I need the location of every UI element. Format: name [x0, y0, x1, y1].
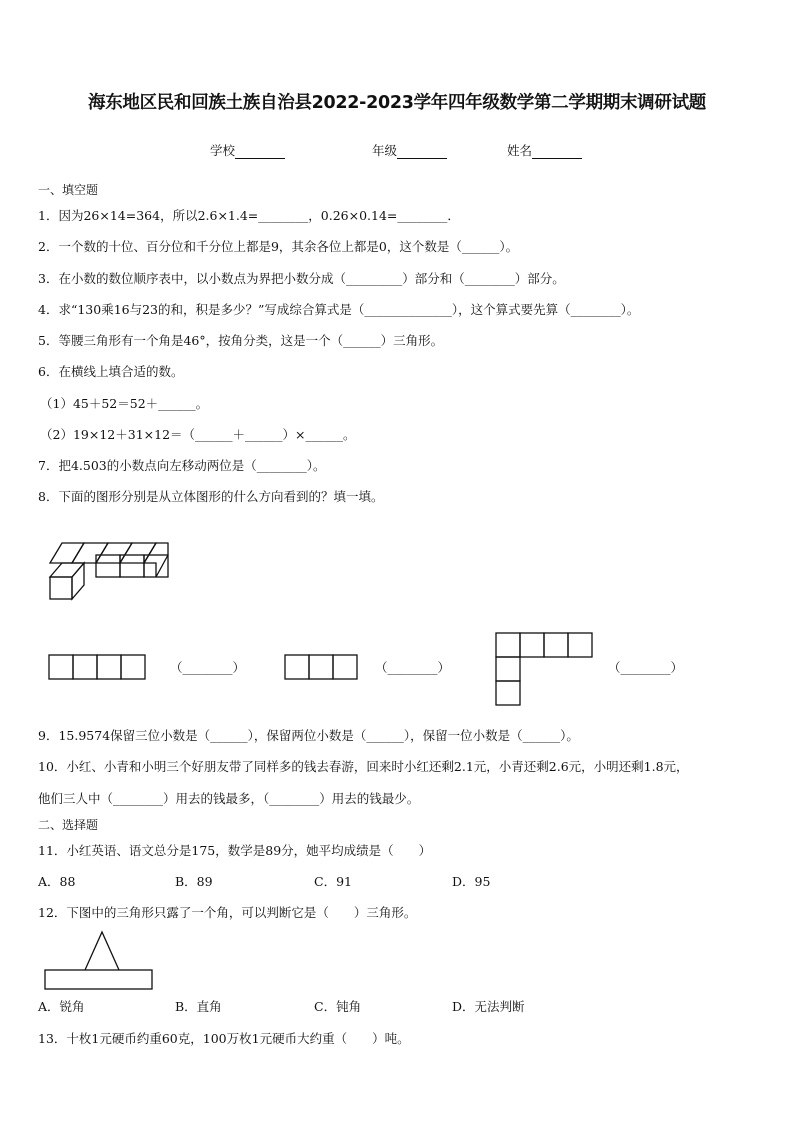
school-label: 学校	[210, 143, 236, 158]
question-6-part-1: （1）45＋52＝52＋______。	[40, 396, 209, 411]
question-13: 13．十枚1元硬币约重60克，100万枚1元硬币大约重（ ）吨。	[38, 1031, 410, 1046]
solid-top-face	[50, 543, 84, 563]
question-8: 8．下面的图形分别是从立体图形的什么方向看到的？填一填。	[38, 489, 384, 504]
question-2: 2．一个数的十位、百分位和千分位上都是9，其余各位上都是0，这个数是（______）。	[38, 239, 519, 254]
question-11-option-d[interactable]: D．95	[452, 874, 491, 889]
view-2-answer-blank[interactable]: （________）	[375, 660, 451, 675]
question-7: 7．把4.503的小数点向左移动两位是（________）。	[38, 458, 326, 473]
question-1: 1．因为26×14=364，所以2.6×1.4=________，0.26×0.14=________．	[38, 208, 460, 223]
figure-cell	[496, 657, 520, 681]
grade-blank[interactable]	[397, 146, 447, 159]
question-10-line-1: 10．小红、小青和小明三个好朋友带了同样多的钱去春游，回来时小红还剩2.1元，小青还剩2.6元，小明还剩1.8元，	[38, 759, 689, 774]
question-3: 3．在小数的数位顺序表中，以小数点为界把小数分成（_________）部分和（________）部分。	[38, 271, 565, 286]
section-fill-heading: 一、填空题	[38, 183, 99, 197]
figure-cell	[285, 655, 309, 679]
name-blank[interactable]	[532, 146, 582, 159]
question-4: 4．求“130乘16与23的和，积是多少？”写成综合算式是（______________），这个算式要先算（________）。	[38, 302, 640, 317]
solid-end-face	[144, 543, 168, 577]
name-field	[507, 141, 582, 159]
view-figure-3	[495, 632, 595, 708]
solid-figure	[40, 535, 180, 605]
grade-field	[372, 141, 447, 159]
view-1-answer-blank[interactable]: （________）	[170, 660, 246, 675]
question-11: 11．小红英语、语文总分是175，数学是89分，她平均成绩是（ ）	[38, 843, 432, 858]
question-10-line-2: 他们三人中（________）用去的钱最多，（________）用去的钱最少。	[38, 791, 420, 806]
school-field	[210, 141, 285, 159]
view-figure-2	[284, 654, 360, 680]
figure-cell	[544, 633, 568, 657]
figure-cell	[496, 633, 520, 657]
question-11-option-b[interactable]: B．89	[175, 874, 213, 889]
question-11-option-c[interactable]: C．91	[314, 874, 352, 889]
question-12-option-d[interactable]: D．无法判断	[452, 999, 525, 1014]
question-9: 9．15.9574保留三位小数是（______），保留两位小数是（______），保留一位小数是（______）。	[38, 728, 579, 743]
covering-rectangle	[45, 970, 152, 989]
solid-front-face	[50, 577, 72, 599]
question-5: 5．等腰三角形有一个角是46°，按角分类，这是一个（______）三角形。	[38, 333, 444, 348]
name-label: 姓名	[507, 143, 533, 158]
school-blank[interactable]	[235, 146, 285, 159]
figure-cell	[121, 655, 145, 679]
solid-front-face	[96, 555, 120, 577]
solid-step-face	[50, 563, 84, 577]
question-12-option-c[interactable]: C．钝角	[314, 999, 362, 1014]
figure-cell	[309, 655, 333, 679]
view-figure-1	[48, 654, 148, 680]
question-12-option-a[interactable]: A．锐角	[38, 999, 85, 1014]
triangle-corner	[85, 932, 119, 970]
page-title: 海东地区民和回族土族自治县2022-2023学年四年级数学第二学期期末调研试题	[88, 93, 706, 113]
section-choice-heading: 二、选择题	[38, 818, 99, 832]
solid-front-face	[120, 555, 144, 577]
figure-cell	[520, 633, 544, 657]
view-3-answer-blank[interactable]: （________）	[608, 660, 684, 675]
figure-cell	[97, 655, 121, 679]
hidden-triangle-figure	[44, 930, 156, 992]
question-12: 12．下图中的三角形只露了一个角，可以判断它是（ ）三角形。	[38, 905, 417, 920]
figure-cell	[333, 655, 357, 679]
solid-side-face	[72, 563, 84, 599]
figure-cell	[73, 655, 97, 679]
figure-cell	[568, 633, 592, 657]
grade-label: 年级	[372, 143, 398, 158]
question-12-option-b[interactable]: B．直角	[175, 999, 222, 1014]
question-11-option-a[interactable]: A．88	[38, 874, 76, 889]
figure-cell	[496, 681, 520, 705]
figure-cell	[49, 655, 73, 679]
question-6: 6．在横线上填合适的数。	[38, 364, 184, 379]
question-6-part-2: （2）19×12＋31×12＝（______＋______）×______。	[40, 427, 356, 442]
